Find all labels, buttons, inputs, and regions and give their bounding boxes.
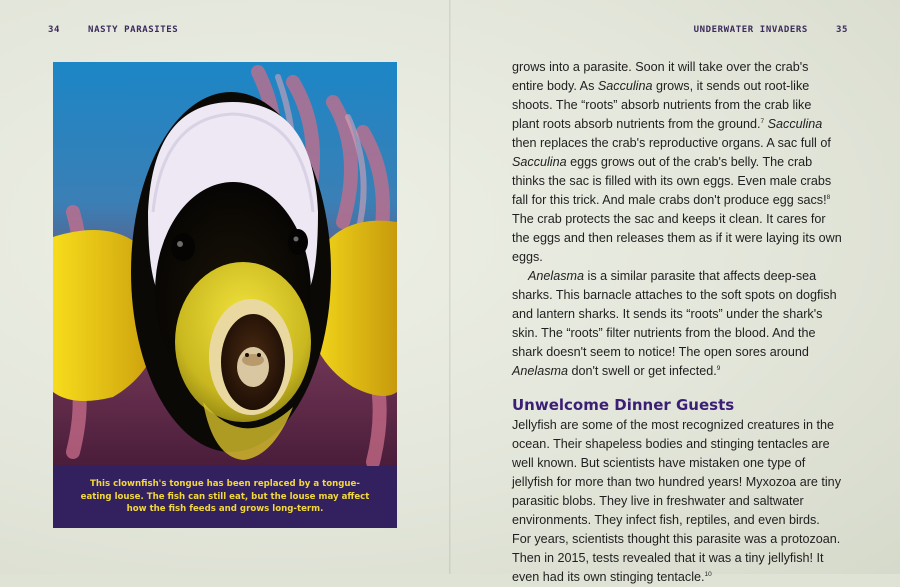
left-page-number: 34 — [48, 25, 61, 35]
photo-caption: This clownfish's tongue has been replaced by a tongue-eating louse. The fish can still eat, but the louse may affect how the fish feeds and grows long-term. — [53, 466, 397, 528]
footnote-ref: 10 — [704, 571, 712, 578]
footnote-ref: 8 — [826, 194, 831, 201]
footnote-ref: 7 — [760, 118, 765, 125]
footnote-ref: 9 — [716, 365, 721, 372]
right-page-number: 35 — [835, 25, 848, 35]
paragraph-sacculina: grows into a parasite. Soon it will take over the crab's entire body. As Sacculina grows, it sends out root-like shoots. The “roots” absorb nutrients from the crab like plant roots absorb nutrients from the ground.$^7$ Sacculina then replaces the crab's reproductive organs. A sac full of Sacculina eggs grows out of the crab's belly. The crab thinks the sac is filled with its own eggs. Even male crabs fall for this trick. And male crabs don't produce egg sacs!$^8$ The crab protects the sac and keeps it clean. It cares for the eggs and then releases them as if it were laying its own eggs. — [512, 60, 842, 264]
paragraph-myxozoa: Jellyfish are some of the most recognized creatures in the ocean. Their shapeless bodies and stinging tentacles are well known. But scientists have mistaken one type of jellyfish for more than two hundred years! Myxozoa are tiny parasitic blobs. They live in freshwater and saltwater environments. They infect fish, reptiles, and even birds. For years, scientists thought this parasite was a protozoan. Then in 2015, tests revealed that it was a tiny jellyfish! It even had its own stinging tentacle.$^{10}$ — [512, 418, 841, 584]
article-body — [512, 58, 842, 587]
left-page-header — [48, 25, 178, 35]
right-running-title: UNDERWATER INVADERS — [693, 25, 808, 35]
photo-card — [53, 62, 397, 528]
paragraph-anelasma: Anelasma is a similar parasite that affects deep-sea sharks. This barnacle attaches to the soft spots on dogfish and lantern sharks. It sends its “roots” under the shark's skin. The “roots” filter nutrients from the blood. And the shark doesn't seem to notice! The open sores around Anelasma don't swell or get infected.$^9$ — [512, 269, 837, 378]
left-running-title: NASTY PARASITES — [88, 25, 179, 35]
right-page-header — [694, 25, 848, 35]
clownfish-photo — [53, 62, 397, 466]
section-heading: Unwelcome Dinner Guests — [512, 396, 735, 414]
